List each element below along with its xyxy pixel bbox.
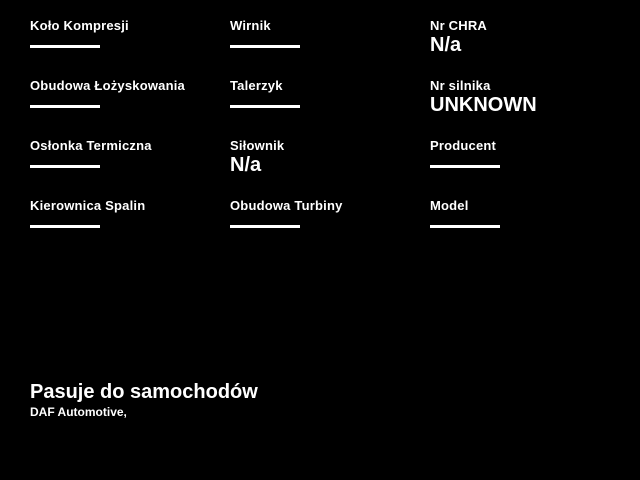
spec-label: Obudowa Łożyskowania (30, 78, 185, 93)
spec-field-wirnik (230, 18, 430, 78)
spec-label: Obudowa Turbiny (230, 198, 343, 213)
spec-field-talerzyk (230, 78, 430, 138)
spec-label: Talerzyk (230, 78, 283, 93)
spec-field-kolo-kompresji (30, 18, 230, 78)
spec-field-nr-silnika (430, 78, 630, 138)
fits-section-title: Pasuje do samochodów (30, 381, 258, 403)
spec-label: Siłownik (230, 138, 285, 153)
spec-field-obudowa-turbiny (230, 198, 430, 258)
spec-field-producent (430, 138, 630, 198)
empty-value-line (230, 225, 300, 228)
spec-field-oslonka-termiczna (30, 138, 230, 198)
spec-value: N/a (230, 154, 262, 176)
spec-field-kierownica-spalin (30, 198, 230, 258)
spec-label: Kierownica Spalin (30, 198, 146, 213)
spec-label: Osłonka Termiczna (30, 138, 152, 153)
spec-label: Nr silnika (430, 78, 491, 93)
empty-value-line (230, 45, 300, 48)
spec-value: N/a (430, 34, 462, 56)
spec-label: Model (430, 198, 469, 213)
empty-value-line (30, 45, 100, 48)
spec-label: Koło Kompresji (30, 18, 129, 33)
spec-field-model (430, 198, 630, 258)
spec-label: Producent (430, 138, 497, 153)
empty-value-line (30, 165, 100, 168)
spec-label: Wirnik (230, 18, 271, 33)
empty-value-line (30, 105, 100, 108)
fits-section (30, 381, 258, 419)
spec-field-silownik (230, 138, 430, 198)
empty-value-line (230, 105, 300, 108)
empty-value-line (430, 225, 500, 228)
spec-value: UNKNOWN (430, 94, 537, 116)
spec-field-obudowa-lozyskowania (30, 78, 230, 138)
empty-value-line (430, 165, 500, 168)
fits-vehicles-list: DAF Automotive, (30, 405, 127, 419)
spec-field-nr-chra (430, 18, 630, 78)
empty-value-line (30, 225, 100, 228)
spec-label: Nr CHRA (430, 18, 488, 33)
